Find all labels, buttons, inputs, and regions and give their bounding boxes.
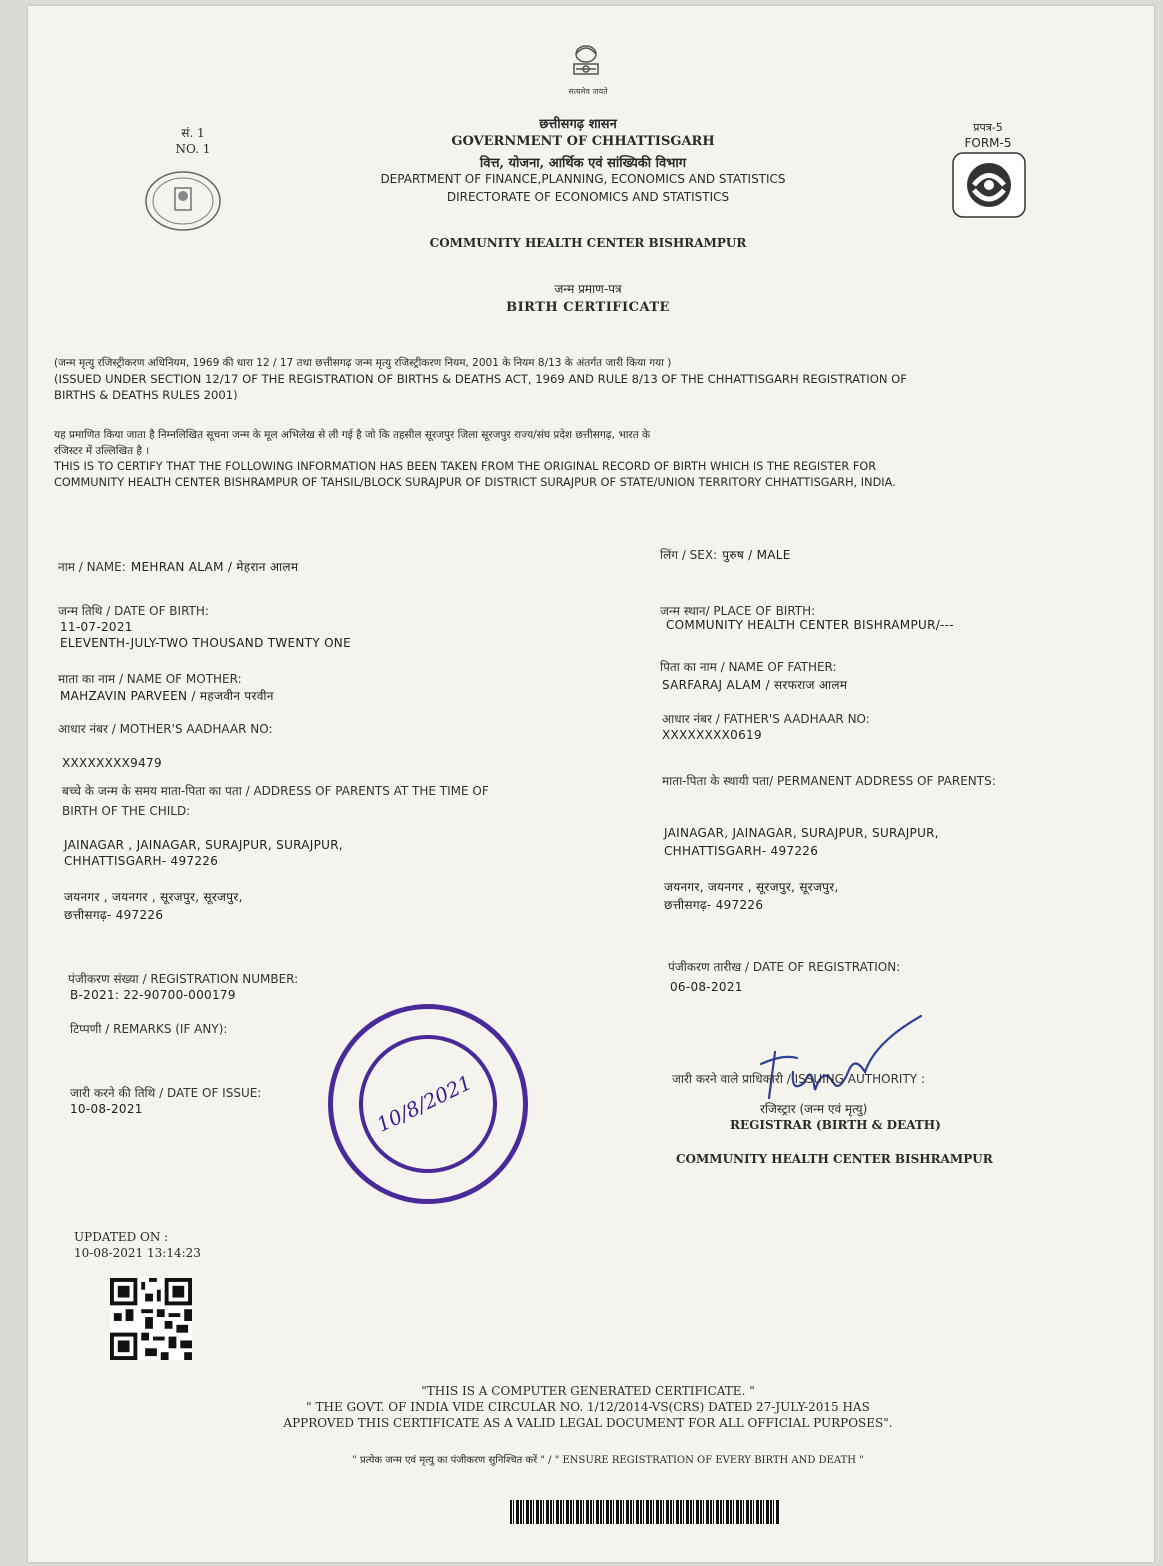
state-seal-icon [144,170,222,232]
sex-field [660,544,791,563]
footer-slogan: " प्रत्येक जन्म एवं मृत्यु का पंजीकरण सुनिश्चित करें " / " ENSURE REGISTRATION OF EVERY BIRTH AND DEATH " [352,1455,864,1466]
permanent-address-hi-line1: जयनगर, जयनगर , सूरजपुर, सूरजपुर, [664,880,839,894]
mother-name-label: माता का नाम / NAME OF MOTHER: [58,672,242,686]
father-name-value: SARFARAJ ALAM / सरफराज आलम [662,678,848,692]
registration-number-value: B-2021: 22-90700-000179 [70,988,236,1002]
registration-date-label: पंजीकरण तारीख / DATE OF REGISTRATION: [668,960,901,974]
mother-name-value: MAHZAVIN PARVEEN / महजवीन परवीन [60,689,274,703]
government-hindi: छत्तीसगढ़ शासन [539,117,617,132]
issued-statement-hindi: (जन्म मृत्यु रजिस्ट्रीकरण अधिनियम, 1969 की धारा 12 / 17 तथा छत्तीसगढ़ जन्म मृत्यु रजिस्ट्रीकरण नियम, 2001 के नियम 8/13 के अंतर्गत जारी किया गया ) [54,357,672,369]
birth-address-label-line2: BIRTH OF THE CHILD: [62,804,191,818]
sex-label: लिंग / SEX: [660,548,718,562]
footer-line1: "THIS IS A COMPUTER GENERATED CERTIFICATE. " [421,1384,755,1398]
footer-line3: APPROVED THIS CERTIFICATE AS A VALID LEGAL DOCUMENT FOR ALL OFFICIAL PURPOSES". [283,1416,893,1430]
number-label-hindi: सं. 1 [181,126,205,140]
barcode-icon [510,1500,780,1524]
official-seal-stamp [315,991,541,1217]
birth-address-hi-line1: जयनगर , जयनगर , सूरजपुर, सूरजपुर, [64,890,243,904]
dob-value: 11-07-2021 [60,620,133,634]
registrar-title: REGISTRAR (BIRTH & DEATH) [730,1118,941,1132]
registration-date-value: 06-08-2021 [670,980,743,994]
dob-label: जन्म तिथि / DATE OF BIRTH: [58,604,209,618]
permanent-address-en-line2: CHHATTISGARH- 497226 [664,844,819,858]
qr-code-icon [110,1278,192,1360]
birth-address-en-line1: JAINAGAR , JAINAGAR, SURAJPUR, SURAJPUR, [64,838,344,852]
issue-date-label: जारी करने की तिथि / DATE OF ISSUE: [70,1086,262,1100]
certificate-title: BIRTH CERTIFICATE [506,300,670,315]
birth-address-label-line1: बच्चे के जन्म के समय माता-पिता का पता / ADDRESS OF PARENTS AT THE TIME OF [62,784,489,798]
birth-address-hi-line2: छत्तीसगढ़- 497226 [64,908,164,922]
dob-in-words: ELEVENTH-JULY-TWO THOUSAND TWENTY ONE [60,636,351,650]
number-label-english: NO. 1 [175,142,211,156]
registrar-center: COMMUNITY HEALTH CENTER BISHRAMPUR [676,1152,993,1166]
mother-aadhaar-value: XXXXXXXX9479 [62,756,162,770]
father-aadhaar-label: आधार नंबर / FATHER'S AADHAAR NO: [662,712,870,726]
name-value: MEHRAN ALAM / मेहरान आलम [130,560,299,574]
issued-statement-line1: (ISSUED UNDER SECTION 12/17 OF THE REGISTRATION OF BIRTHS & DEATHS ACT, 1969 AND RULE 8/13 OF THE CHHATTISGARH REGISTRATION OF [54,372,907,386]
updated-on-label: UPDATED ON : [74,1230,169,1244]
issued-statement-line2: BIRTHS & DEATHS RULES 2001) [54,388,238,402]
certificate-title-hindi: जन्म प्रमाण-पत्र [554,282,622,296]
registrar-signature-icon [753,1012,923,1102]
registrar-title-hindi: रजिस्ट्रार (जन्म एवं मृत्यु) [760,1102,868,1116]
birth-address-en-line2: CHHATTISGARH- 497226 [64,854,219,868]
certificate-page [28,6,1154,1562]
permanent-address-label: माता-पिता के स्थायी पता/ PERMANENT ADDRESS OF PARENTS: [662,774,996,788]
certify-statement-line2: COMMUNITY HEALTH CENTER BISHRAMPUR OF TAHSIL/BLOCK SURAJPUR OF DISTRICT SURAJPUR OF STATE/UNION TERRITORY CHHATTISGARH, INDIA. [54,476,896,489]
permanent-address-hi-line2: छत्तीसगढ़- 497226 [664,898,764,912]
mother-aadhaar-label: आधार नंबर / MOTHER'S AADHAAR NO: [58,722,273,736]
health-center-title: COMMUNITY HEALTH CENTER BISHRAMPUR [429,236,747,250]
directorate-title: DIRECTORATE OF ECONOMICS AND STATISTICS [446,190,730,204]
sex-value: पुरुष / MALE [722,548,791,562]
remarks-label: टिप्पणी / REMARKS (IF ANY): [70,1022,228,1036]
name-label: नाम / NAME: [58,560,126,574]
place-of-birth-label: जन्म स्थान/ PLACE OF BIRTH: [660,604,816,618]
emblem-motto: सत्यमेव जयते [568,87,608,96]
crs-logo-icon [952,152,1026,218]
certify-statement-hindi-line1: यह प्रमाणित किया जाता है निम्नलिखित सूचना जन्म के मूल अभिलेख से ली गई है जो कि तहसील सूरजपुर जिला सूरजपुर राज्य/संघ प्रदेश छत्तीसगढ़, भारत के [54,429,651,441]
updated-on-value: 10-08-2021 13:14:23 [74,1246,201,1260]
permanent-address-en-line1: JAINAGAR, JAINAGAR, SURAJPUR, SURAJPUR, [664,826,939,840]
department-title: DEPARTMENT OF FINANCE,PLANNING, ECONOMICS AND STATISTICS [380,172,786,186]
place-of-birth-value: COMMUNITY HEALTH CENTER BISHRAMPUR/--- [666,618,954,632]
name-field [58,556,298,575]
footer-line2: " THE GOVT. OF INDIA VIDE CIRCULAR NO. 1/12/2014-VS(CRS) DATED 27-JULY-2015 HAS [306,1400,870,1414]
issue-date-value: 10-08-2021 [70,1102,143,1116]
certify-statement-hindi-line2: रजिस्टर में उल्लिखित है । [54,445,150,457]
certify-statement-line1: THIS IS TO CERTIFY THAT THE FOLLOWING INFORMATION HAS BEEN TAKEN FROM THE ORIGINAL RECORD OF BIRTH WHICH IS THE REGISTER FOR [54,460,877,473]
father-name-label: पिता का नाम / NAME OF FATHER: [660,660,837,674]
father-aadhaar-value: XXXXXXXX0619 [662,728,762,742]
government-title: GOVERNMENT OF CHHATTISGARH [451,134,715,149]
registration-number-label: पंजीकरण संख्या / REGISTRATION NUMBER: [68,972,299,986]
seal-date-text: 10/8/2021 [372,1070,476,1137]
form-label-hindi: प्रपत्र-5 [973,121,1003,134]
issuing-authority-label: जारी करने वाले प्राधिकारी / ISSUING AUTHORITY : [672,1072,925,1086]
department-hindi: वित्त, योजना, आर्थिक एवं सांख्यिकी विभाग [479,156,687,171]
form-label-english: FORM-5 [964,136,1012,150]
